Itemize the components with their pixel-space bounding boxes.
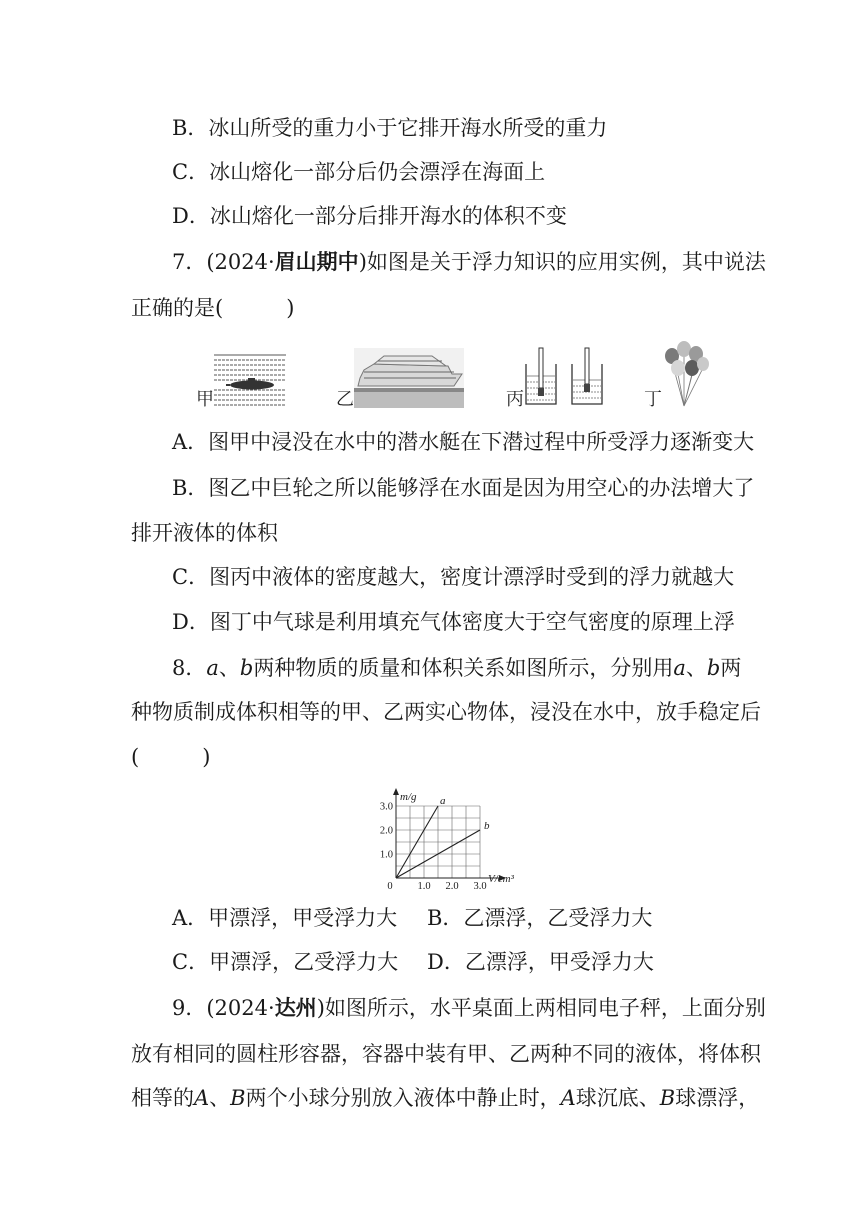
q9-stem-line1 (172, 993, 766, 1023)
q9-text-a: 相等的 (131, 1086, 194, 1110)
q9-text-b: 两个小球分别放入液体中静止时， (245, 1086, 561, 1110)
q7-option-c: C．图丙中液体的密度越大，密度计漂浮时受到的浮力就越大 (172, 565, 735, 589)
q7-stem-line2: 正确的是( ) (131, 296, 295, 320)
q7-number: 7．(2024· (172, 250, 275, 274)
q7-stem-line1 (172, 247, 766, 277)
q7-option-a: A．图甲中浸没在水中的潜水艇在下潜过程中所受浮力逐渐变大 (172, 430, 755, 454)
q8-sep1: 、 (218, 656, 240, 680)
q7-option-b-line2: 排开液体的体积 (131, 521, 278, 545)
cruise-ship-image (354, 348, 464, 408)
x-tick-label: 3.0 (473, 881, 487, 892)
mass-volume-chart (360, 782, 530, 892)
y-axis-label: m/g (400, 791, 417, 803)
q7-source: 眉山期中 (274, 250, 359, 274)
q7-option-b-line1: B．图乙中巨轮之所以能够浮在水面是因为用空心的办法增大了 (172, 476, 755, 500)
q8-stem-mid: 两种物质的质量和体积关系如图所示，分别用 (253, 656, 674, 680)
q8-stem-end: 两 (720, 656, 742, 680)
q7-option-d: D．图丁中气球是利用填充气体密度大于空气密度的原理上浮 (172, 610, 735, 634)
q8-stem-line2: 种物质制成体积相等的甲、乙两实心物体，浸没在水中，放手稳定后 (131, 700, 761, 724)
q9-number: 9．(2024· (172, 996, 275, 1020)
q8-option-b: B．乙漂浮，乙受浮力大 (427, 906, 653, 930)
fig-label-bing: 丙 (506, 389, 524, 410)
q8-number: 8． (172, 656, 207, 680)
q9-sep: 、 (209, 1086, 231, 1110)
submarine-in-water-image (214, 352, 286, 408)
series-label-a: a (440, 795, 446, 807)
q8-var-b2: b (706, 656, 721, 680)
q8-stem-line1 (172, 653, 741, 683)
chart-axes (393, 788, 515, 885)
fig-label-ding: 丁 (644, 389, 662, 410)
q8-option-d: D．乙漂浮，甲受浮力大 (427, 950, 654, 974)
q9-text-c: 球沉底、 (575, 1086, 660, 1110)
y-axis-arrow (393, 788, 399, 795)
q9-source: 达州 (274, 996, 317, 1020)
q9-var-B: B (230, 1086, 246, 1110)
q8-option-c: C．甲漂浮，乙受浮力大 (172, 950, 399, 974)
x-tick-label: 1.0 (417, 881, 431, 892)
q9-stem-rest: )如图所示，水平桌面上两相同电子秤，上面分别 (316, 996, 766, 1020)
q8-var-a: a (206, 656, 219, 680)
balloons-image (660, 340, 710, 410)
q8-var-a2: a (673, 656, 686, 680)
q7-stem-rest: )如图是关于浮力知识的应用实例，其中说法 (358, 250, 766, 274)
q6-option-d: D．冰山熔化一部分后排开海水的体积不变 (172, 204, 567, 228)
q6-option-b: B．冰山所受的重力小于它排开海水所受的重力 (172, 116, 608, 140)
x-tick-label: 0 (387, 881, 393, 892)
y-tick-label: 3.0 (379, 801, 393, 813)
fig-label-jia: 甲 (196, 389, 214, 410)
q6-option-c: C．冰山熔化一部分后仍会漂浮在海面上 (172, 160, 546, 184)
hydrometer-beakers-image (522, 346, 612, 408)
q9-stem-line2: 放有相同的圆柱形容器，容器中装有甲、乙两种不同的液体，将体积 (131, 1042, 761, 1066)
y-tick-label: 1.0 (379, 849, 393, 861)
q8-stem-line3: ( ) (131, 745, 211, 769)
y-tick-label: 2.0 (379, 825, 393, 837)
q9-var-B2: B (659, 1086, 676, 1110)
q9-text-d: 球漂浮， (675, 1086, 760, 1110)
fig-label-yi: 乙 (336, 389, 354, 410)
chart-grid (396, 806, 480, 878)
q8-var-b: b (239, 656, 254, 680)
q8-option-a: A．甲漂浮，甲受浮力大 (172, 906, 398, 930)
q7-figure (190, 340, 710, 410)
q9-stem-line3 (131, 1083, 759, 1113)
x-axis-label: V/cm³ (488, 873, 514, 885)
q9-var-A: A (194, 1086, 210, 1110)
x-tick-label: 2.0 (445, 881, 459, 892)
series-label-b: b (484, 820, 490, 832)
q9-var-A2: A (560, 1086, 576, 1110)
q8-sep2: 、 (685, 656, 707, 680)
